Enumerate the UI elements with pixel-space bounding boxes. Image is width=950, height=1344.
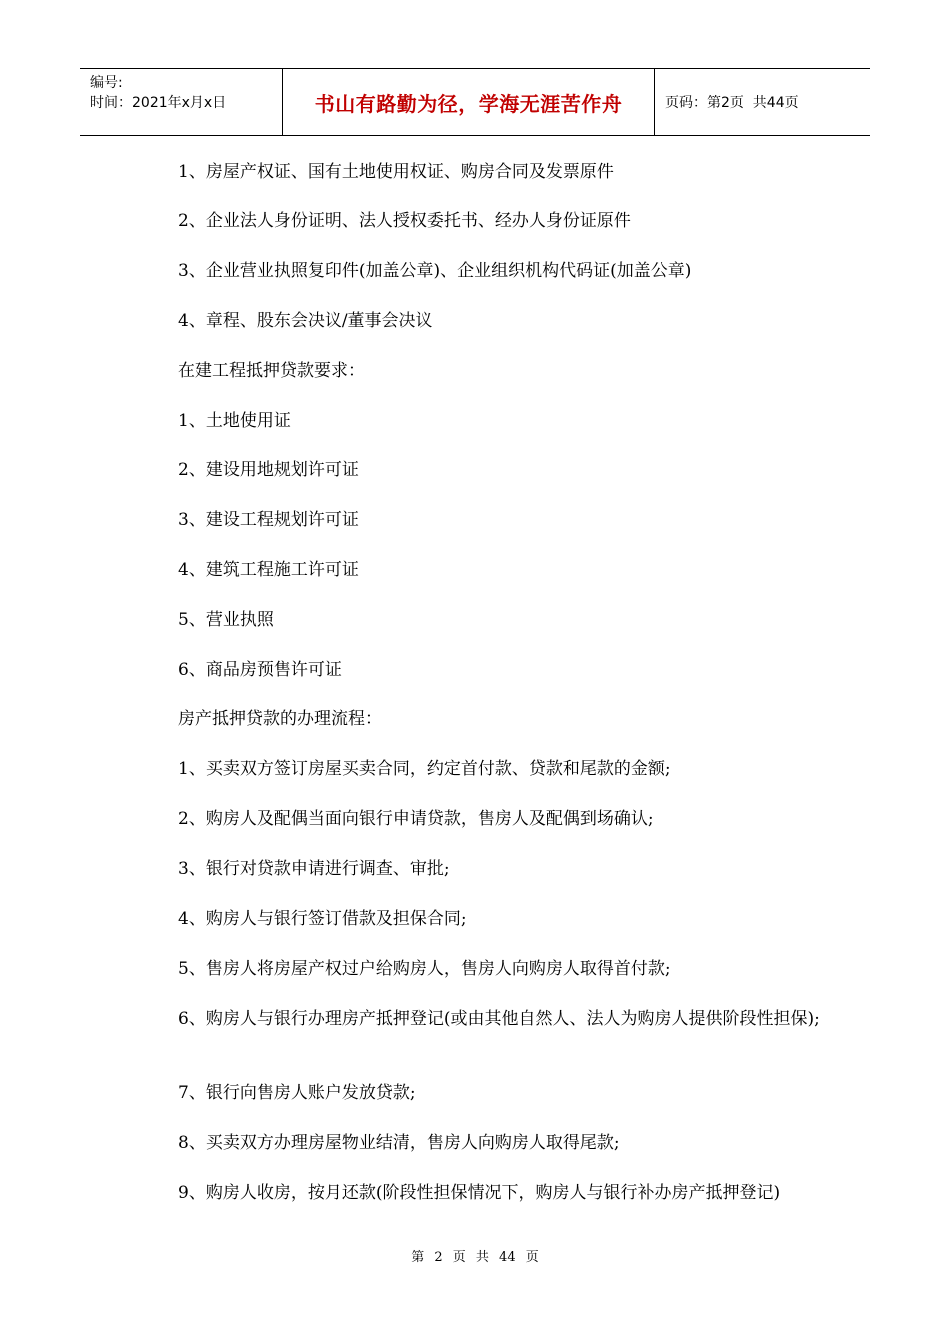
document-number-label: 编号: — [90, 75, 123, 91]
paragraph: 4、购房人与银行签订借款及担保合同; — [178, 909, 467, 929]
paragraph: 8、买卖双方办理房屋物业结清，售房人向购房人取得尾款; — [178, 1133, 620, 1153]
paragraph: 5、售房人将房屋产权过户给购房人，售房人向购房人取得首付款; — [178, 959, 671, 979]
paragraph: 3、企业营业执照复印件(加盖公章)、企业组织机构代码证(加盖公章) — [178, 261, 692, 281]
paragraph: 1、房屋产权证、国有土地使用权证、购房合同及发票原件 — [178, 162, 614, 182]
paragraph: 4、章程、股东会决议/董事会决议 — [178, 311, 433, 331]
section-heading: 在建工程抵押贷款要求： — [178, 361, 365, 381]
paragraph: 2、企业法人身份证明、法人授权委托书、经办人身份证原件 — [178, 211, 631, 231]
document-date: 时间：2021年x月x日 — [90, 95, 227, 111]
header-divider-right — [654, 69, 655, 135]
section-heading: 房产抵押贷款的办理流程： — [178, 709, 382, 729]
paragraph: 9、购房人收房，按月还款(阶段性担保情况下，购房人与银行补办房产抵押登记) — [178, 1183, 781, 1203]
paragraph: 3、银行对贷款申请进行调查、审批; — [178, 859, 450, 879]
paragraph: 6、购房人与银行办理房产抵押登记(或由其他自然人、法人为购房人提供阶段性担保); — [178, 1009, 820, 1029]
header-page-info: 页码：第2页 共44页 — [665, 95, 799, 111]
header-meta — [90, 73, 226, 113]
paragraph: 7、银行向售房人账户发放贷款; — [178, 1083, 416, 1103]
paragraph: 3、建设工程规划许可证 — [178, 510, 359, 530]
paragraph: 6、商品房预售许可证 — [178, 660, 342, 680]
paragraph: 1、土地使用证 — [178, 411, 291, 431]
paragraph: 2、购房人及配偶当面向银行申请贷款，售房人及配偶到场确认; — [178, 809, 654, 829]
paragraph: 5、营业执照 — [178, 610, 274, 630]
paragraph: 4、建筑工程施工许可证 — [178, 560, 359, 580]
page-header — [80, 68, 870, 136]
page-footer: 第 2 页 共 44 页 — [411, 1250, 539, 1265]
header-motto: 书山有路勤为径，学海无涯苦作舟 — [314, 91, 623, 116]
paragraph: 1、买卖双方签订房屋买卖合同，约定首付款、贷款和尾款的金额; — [178, 759, 671, 779]
paragraph: 2、建设用地规划许可证 — [178, 460, 359, 480]
